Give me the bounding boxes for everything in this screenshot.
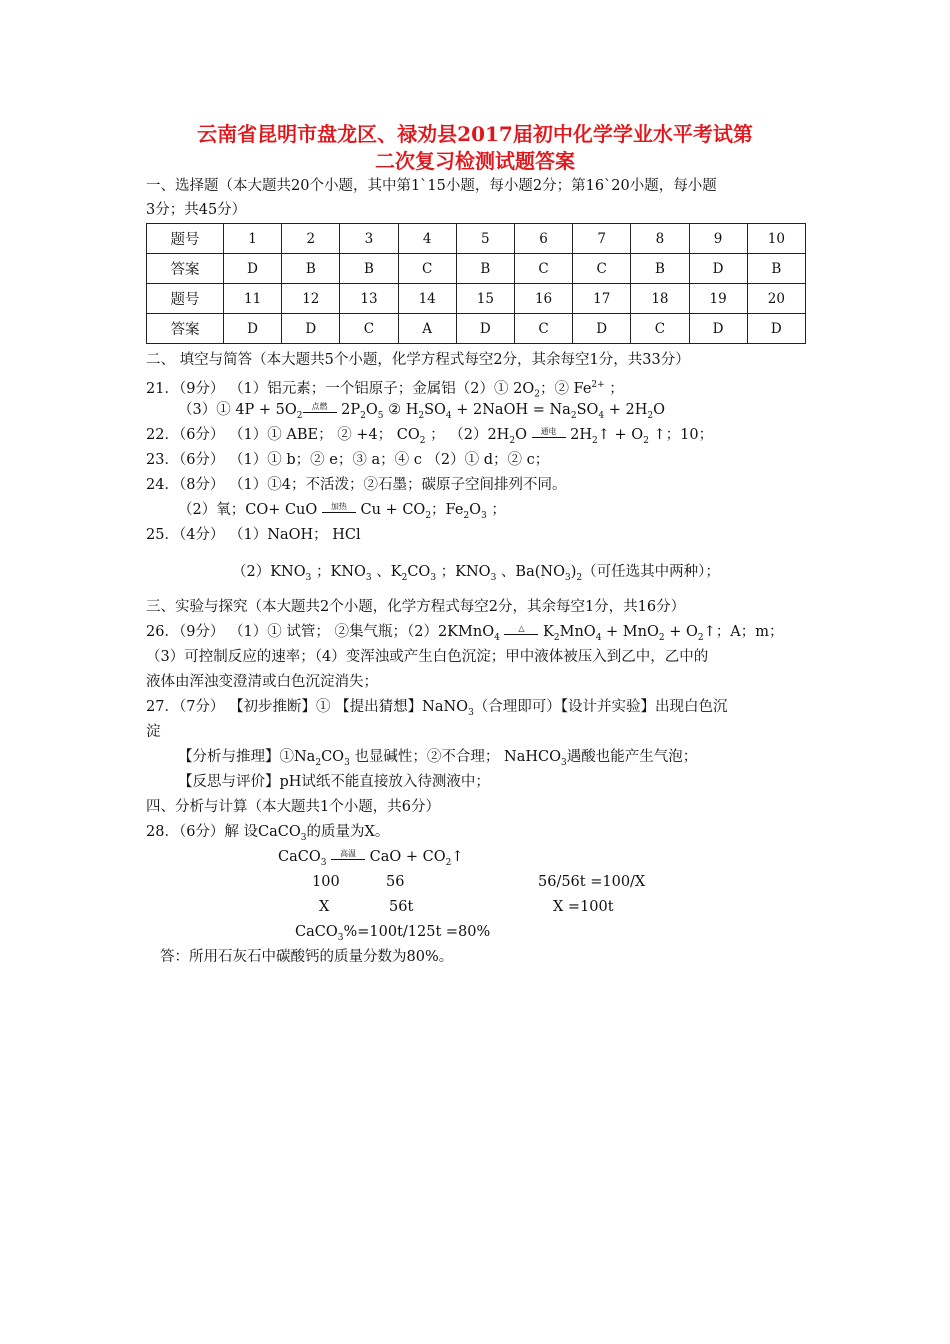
table-cell: D — [689, 254, 747, 284]
table-cell: 5 — [456, 224, 514, 254]
title-line-1: 云南省昆明市盘龙区、禄劝县2017届初中化学学业水平考试第 — [197, 122, 753, 146]
table-cell: 11 — [224, 284, 282, 314]
q27-line2: 淀 — [146, 724, 161, 740]
q23-line: 23．（6分） （1）① b；② e；③ a；④ c （2）① d；② c； — [146, 452, 550, 468]
q28-answer: 答：所用石灰石中碳酸钙的质量分数为80%。 — [160, 949, 454, 965]
reaction-condition: 通电 — [532, 428, 566, 443]
q28-percentage: CaCO$_3$%=100t/125t =80% — [295, 924, 491, 943]
q26-line2: （3）可控制反应的速率；（4）变浑浊或产生白色沉淀；甲中液体被压入到乙中，乙中的 — [146, 649, 709, 665]
table-cell: 13 — [340, 284, 398, 314]
table-row — [147, 224, 806, 254]
table-cell: 4 — [398, 224, 456, 254]
table-cell: B — [456, 254, 514, 284]
table-cell: 12 — [282, 284, 340, 314]
q28-x: X — [319, 899, 330, 915]
table-cell: 16 — [514, 284, 572, 314]
table-row — [147, 254, 806, 284]
table-cell: 9 — [689, 224, 747, 254]
table-cell: A — [398, 314, 456, 344]
table-cell: 18 — [631, 284, 689, 314]
title-line-2: 二次复习检测试题答案 — [375, 149, 575, 173]
table-cell: 3 — [340, 224, 398, 254]
q28-ratio: 56/56t =100/X — [538, 874, 646, 890]
q28-mass-100: 100 — [312, 874, 340, 890]
reaction-condition: △ — [504, 625, 538, 640]
q24-line1: 24．（8分） （1）①4；不活泼；②石墨；碳原子空间排列不同。 — [146, 477, 567, 493]
table-cell: C — [514, 254, 572, 284]
table-cell: C — [398, 254, 456, 284]
section1-heading-cont: 3分；共45分） — [146, 202, 247, 218]
reaction-condition: 加热 — [322, 503, 356, 518]
table-cell: 7 — [573, 224, 631, 254]
document-title — [140, 121, 810, 175]
table-cell: 6 — [514, 224, 572, 254]
table-cell: 8 — [631, 224, 689, 254]
table-row — [147, 284, 806, 314]
table-cell: C — [573, 254, 631, 284]
table-cell: D — [747, 314, 805, 344]
answer-table — [146, 223, 806, 344]
q21-line2: （3）① $4P + 5O_2$ 点燃 $2P_2O_5$ ② $H_2SO_4$ + 2NaOH = $Na_2SO_4 + 2H_2O$ — [178, 401, 665, 421]
table-cell: D — [224, 254, 282, 284]
table-cell: C — [631, 314, 689, 344]
q27-line3: 【分析与推理】$①Na_2CO_3$ 也显碱性；②不合理； NaHCO$_3$遇酸也能产生气泡； — [178, 749, 698, 768]
table-cell: 19 — [689, 284, 747, 314]
table-cell: 1 — [224, 224, 282, 254]
table-cell: B — [282, 254, 340, 284]
q25-line2: $(2)KNO_3$ ；$KNO_3$ 、$K_2CO_3$ ；$KNO_3$ 、$Ba(NO_3)_2$（可任选其中两种）； — [232, 564, 720, 583]
table-cell: 15 — [456, 284, 514, 314]
section4-heading: 四、分析与计算（本大题共1个小题，共6分） — [146, 799, 440, 815]
table-cell: 17 — [573, 284, 631, 314]
q27-line4: 【反思与评价】pH试纸不能直接放入待测液中； — [178, 774, 490, 790]
table-cell: B — [747, 254, 805, 284]
table-cell: B — [340, 254, 398, 284]
q28-x-result: X =100t — [553, 899, 614, 915]
q28-56t: 56t — [389, 899, 414, 915]
q22-line: 22．（6分） （1）① ABE； ② +4； $CO_2$ ； $(2)2H_2O$ 通电 $2H_2↑ + O_2$ ↑；10； — [146, 426, 714, 446]
table-cell: 14 — [398, 284, 456, 314]
q28-equation: CaCO$_3$ 高温 CaO + $CO_2↑$ — [278, 848, 464, 868]
row-label: 题号 — [147, 224, 224, 254]
q21-line1: 21．（9分） （1）铝元素；一个铝原子；金属铝（2）① $2O_2$；② $Fe^{2+}$ ； — [146, 380, 624, 400]
row-label: 答案 — [147, 254, 224, 284]
q26-line1: 26．（9分） （1）① 试管； ②集气瓶；（2）2KMnO$_4$ △ $K_2MnO_4 + MnO_2$ + $O_2↑$；A；m； — [146, 623, 784, 643]
section1-heading: 一、选择题（本大题共20个小题，其中第1`15小题，每小题2分；第16`20小题，每小题 — [146, 178, 717, 194]
table-cell: 10 — [747, 224, 805, 254]
table-cell: C — [514, 314, 572, 344]
q27-line1: 27．（7分） 【初步推断】① 【提出猜想】NaNO$_3$（合理即可）【设计并实验】出现白色沉 — [146, 699, 728, 718]
table-cell: D — [456, 314, 514, 344]
table-cell: 20 — [747, 284, 805, 314]
section3-heading: 三、实验与探究（本大题共2个小题，化学方程式每空2分，其余每空1分，共16分） — [146, 599, 686, 615]
q28-mass-56: 56 — [386, 874, 405, 890]
table-cell: 2 — [282, 224, 340, 254]
row-label: 答案 — [147, 314, 224, 344]
table-cell: B — [631, 254, 689, 284]
row-label: 题号 — [147, 284, 224, 314]
table-row — [147, 314, 806, 344]
q24-line2: （2）氧；CO+ CuO 加热 $Cu + CO_2$；$Fe_2O_3$ ； — [178, 501, 506, 521]
q25-line1: 25．（4分） （1）NaOH； HCl — [146, 527, 361, 543]
reaction-condition: 点燃 — [303, 403, 337, 418]
section2-heading: 二、 填空与简答（本大题共5个小题，化学方程式每空2分，其余每空1分，共33分） — [146, 352, 690, 368]
q26-line3: 液体由浑浊变澄清或白色沉淀消失； — [146, 674, 378, 690]
table-cell: C — [340, 314, 398, 344]
table-cell: D — [282, 314, 340, 344]
table-cell: D — [224, 314, 282, 344]
table-cell: D — [573, 314, 631, 344]
q28-line1: 28．（6分）解 设CaCO$_3$的质量为X。 — [146, 824, 390, 843]
reaction-condition: 高温 — [331, 850, 365, 865]
table-cell: D — [689, 314, 747, 344]
